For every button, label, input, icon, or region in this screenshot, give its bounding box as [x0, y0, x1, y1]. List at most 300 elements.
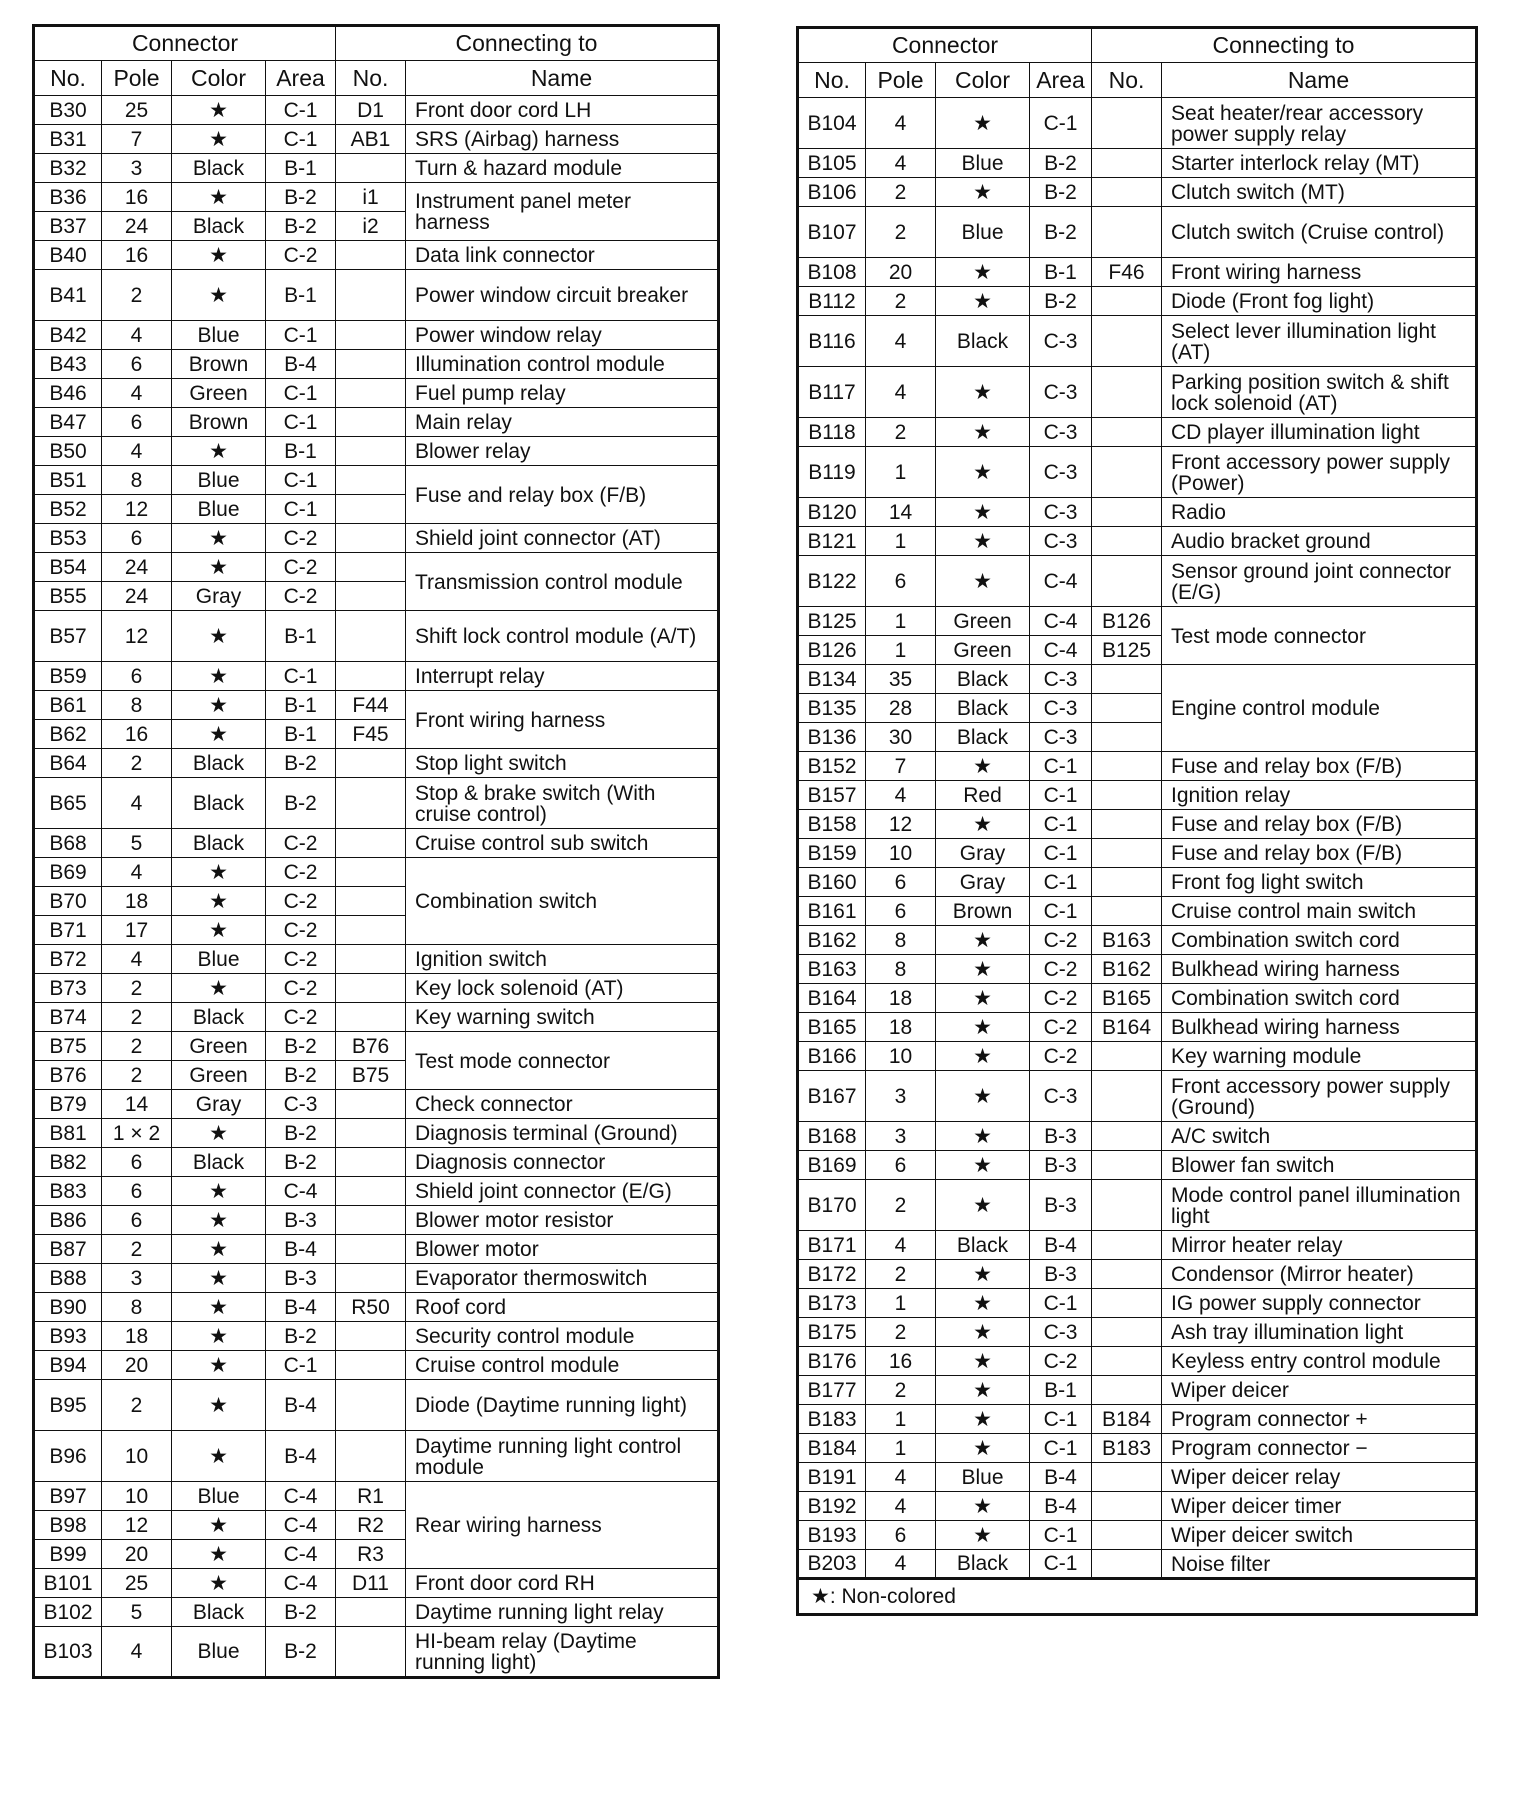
connecting-name-cell: Data link connector [406, 241, 719, 270]
pole-cell: 2 [102, 749, 172, 778]
connecting-name-cell: Transmission control module [406, 553, 719, 611]
pole-cell: 14 [866, 498, 936, 527]
pole-cell: 6 [102, 662, 172, 691]
table-row [798, 1260, 1477, 1289]
connector-no-cell: B82 [34, 1148, 102, 1177]
color-cell: ★ [936, 926, 1030, 955]
connecting-no-cell [336, 829, 406, 858]
connector-no-cell: B106 [798, 178, 866, 207]
connector-no-cell: B193 [798, 1521, 866, 1550]
pole-cell: 7 [102, 125, 172, 154]
color-cell: Green [936, 607, 1030, 636]
connecting-name-cell: Diode (Front fog light) [1162, 287, 1477, 316]
connecting-name-cell: Blower fan switch [1162, 1151, 1477, 1180]
table-row [34, 1482, 719, 1511]
color-cell: ★ [936, 1492, 1030, 1521]
connecting-name-cell: Parking position switch & shift lock solenoid (AT) [1162, 367, 1477, 418]
connecting-no-cell: D11 [336, 1569, 406, 1598]
table-row [34, 1119, 719, 1148]
color-cell: ★ [172, 96, 266, 125]
connecting-name-cell: Combination switch cord [1162, 984, 1477, 1013]
table-row [798, 1463, 1477, 1492]
connecting-no-cell [1092, 98, 1162, 149]
area-cell: B-2 [266, 1061, 336, 1090]
connector-no-cell: B41 [34, 270, 102, 321]
connecting-no-cell [336, 1003, 406, 1032]
pole-cell: 2 [102, 270, 172, 321]
color-cell: Green [172, 1061, 266, 1090]
pole-cell: 8 [102, 691, 172, 720]
connecting-name-cell: Fuse and relay box (F/B) [406, 466, 719, 524]
connecting-name-cell: Clutch switch (MT) [1162, 178, 1477, 207]
connecting-name-cell: Fuse and relay box (F/B) [1162, 839, 1477, 868]
color-column-header: Color [936, 63, 1030, 98]
pole-cell: 6 [866, 868, 936, 897]
connecting-name-cell: Evaporator thermoswitch [406, 1264, 719, 1293]
connector-no-cell: B40 [34, 241, 102, 270]
area-cell: C-1 [1030, 1521, 1092, 1550]
connecting-name-cell: Instrument panel meter harness [406, 183, 719, 241]
connecting-name-cell: Front wiring harness [1162, 258, 1477, 287]
table-row [34, 1598, 719, 1627]
table-row [798, 1013, 1477, 1042]
connecting-name-cell: Rear wiring harness [406, 1482, 719, 1569]
color-cell: Green [172, 1032, 266, 1061]
connecting-no-cell [1092, 1521, 1162, 1550]
area-cell: C-3 [1030, 418, 1092, 447]
area-cell: B-2 [266, 1598, 336, 1627]
connecting-no-cell [1092, 1071, 1162, 1122]
connecting-no-cell [336, 858, 406, 887]
pole-cell: 17 [102, 916, 172, 945]
table-row [798, 1376, 1477, 1405]
pole-cell: 2 [102, 1235, 172, 1264]
color-cell: ★ [936, 1042, 1030, 1071]
table-row [34, 125, 719, 154]
connector-no-cell: B120 [798, 498, 866, 527]
connector-no-cell: B76 [34, 1061, 102, 1090]
color-cell: ★ [936, 1071, 1030, 1122]
connector-no-cell: B83 [34, 1177, 102, 1206]
connector-no-cell: B170 [798, 1180, 866, 1231]
table-row [798, 178, 1477, 207]
color-cell: ★ [936, 447, 1030, 498]
table-row [34, 154, 719, 183]
connector-no-cell: B32 [34, 154, 102, 183]
connector-no-cell: B160 [798, 868, 866, 897]
connector-table-left [32, 24, 720, 1679]
area-cell: C-3 [1030, 367, 1092, 418]
connecting-name-cell: A/C switch [1162, 1122, 1477, 1151]
color-cell: ★ [936, 98, 1030, 149]
color-cell: Brown [172, 408, 266, 437]
connector-header: Connector [34, 26, 336, 61]
area-cell: B-2 [1030, 287, 1092, 316]
area-cell: B-2 [266, 749, 336, 778]
area-cell: C-2 [266, 553, 336, 582]
area-cell: C-1 [1030, 1289, 1092, 1318]
pole-cell: 6 [102, 350, 172, 379]
connector-no-cell: B50 [34, 437, 102, 466]
color-cell: Gray [172, 1090, 266, 1119]
connecting-name-cell: Ash tray illumination light [1162, 1318, 1477, 1347]
color-cell: ★ [936, 1376, 1030, 1405]
connecting-name-cell: Blower motor resistor [406, 1206, 719, 1235]
connector-no-cell: B74 [34, 1003, 102, 1032]
pole-cell: 6 [102, 408, 172, 437]
connecting-no-cell [1092, 367, 1162, 418]
connector-table-right [796, 26, 1478, 1616]
area-cell: C-3 [1030, 723, 1092, 752]
connecting-no-cell [336, 1148, 406, 1177]
area-cell: B-4 [1030, 1492, 1092, 1521]
connecting-no-cell: i1 [336, 183, 406, 212]
table-row [798, 1492, 1477, 1521]
table-row [798, 556, 1477, 607]
connector-no-cell: B90 [34, 1293, 102, 1322]
connecting-no-cell [1092, 752, 1162, 781]
color-cell: ★ [936, 287, 1030, 316]
table-row [798, 1347, 1477, 1376]
area-cell: C-1 [266, 321, 336, 350]
pole-cell: 6 [102, 1177, 172, 1206]
connecting-no-cell [336, 379, 406, 408]
table-row [34, 1032, 719, 1061]
connecting-no-cell [336, 553, 406, 582]
connector-no-cell: B70 [34, 887, 102, 916]
connecting-no-cell [336, 778, 406, 829]
area-cell: C-2 [1030, 1347, 1092, 1376]
connecting-no-cell [1092, 1122, 1162, 1151]
connecting-no-cell [1092, 1042, 1162, 1071]
pole-cell: 4 [866, 316, 936, 367]
pole-cell: 2 [866, 1376, 936, 1405]
pole-cell: 10 [866, 839, 936, 868]
color-cell: ★ [172, 1264, 266, 1293]
color-cell: ★ [936, 1318, 1030, 1347]
area-cell: C-1 [1030, 897, 1092, 926]
pole-cell: 6 [102, 1148, 172, 1177]
table-row [34, 553, 719, 582]
connector-no-cell: B171 [798, 1231, 866, 1260]
area-cell: C-1 [1030, 98, 1092, 149]
area-cell: C-4 [266, 1569, 336, 1598]
table-row [798, 1180, 1477, 1231]
connector-no-cell: B112 [798, 287, 866, 316]
color-cell: Blue [172, 945, 266, 974]
connecting-name-cell: Front accessory power supply (Ground) [1162, 1071, 1477, 1122]
table-row [34, 662, 719, 691]
connector-no-cell: B46 [34, 379, 102, 408]
area-cell: C-1 [1030, 1405, 1092, 1434]
pole-cell: 4 [866, 1231, 936, 1260]
pole-cell: 1 [866, 1289, 936, 1318]
connecting-name-cell: IG power supply connector [1162, 1289, 1477, 1318]
pole-cell: 12 [102, 1511, 172, 1540]
connecting-no-cell [336, 1380, 406, 1431]
color-cell: Brown [172, 350, 266, 379]
color-cell: ★ [172, 437, 266, 466]
connector-no-cell: B164 [798, 984, 866, 1013]
pole-cell: 16 [866, 1347, 936, 1376]
area-cell: C-3 [266, 1090, 336, 1119]
pole-cell: 4 [102, 778, 172, 829]
color-cell: ★ [172, 974, 266, 1003]
connector-no-cell: B136 [798, 723, 866, 752]
connector-no-cell: B104 [798, 98, 866, 149]
table-row [798, 527, 1477, 556]
area-cell: B-4 [266, 1235, 336, 1264]
connecting-no-cell [1092, 665, 1162, 694]
connecting-name-cell: Power window relay [406, 321, 719, 350]
connecting-name-cell: Wiper deicer switch [1162, 1521, 1477, 1550]
connector-no-cell: B72 [34, 945, 102, 974]
connector-no-cell: B169 [798, 1151, 866, 1180]
color-cell: Blue [936, 1463, 1030, 1492]
connector-no-cell: B175 [798, 1318, 866, 1347]
connecting-no-cell [1092, 418, 1162, 447]
connecting-no-cell [336, 1627, 406, 1678]
area-cell: C-3 [1030, 527, 1092, 556]
connecting-no-cell [1092, 149, 1162, 178]
area-cell: B-2 [266, 1148, 336, 1177]
connecting-no-cell [1092, 1376, 1162, 1405]
pole-cell: 6 [102, 524, 172, 553]
connecting-no-cell: B184 [1092, 1405, 1162, 1434]
connecting-name-cell: Diagnosis terminal (Ground) [406, 1119, 719, 1148]
connecting-name-cell: Clutch switch (Cruise control) [1162, 207, 1477, 258]
connecting-no-column-header: No. [1092, 63, 1162, 98]
pole-column-header: Pole [866, 63, 936, 98]
area-cell: B-3 [266, 1264, 336, 1293]
color-cell: ★ [936, 984, 1030, 1013]
connecting-name-cell: Diagnosis connector [406, 1148, 719, 1177]
connecting-name-cell: Audio bracket ground [1162, 527, 1477, 556]
connector-no-cell: B95 [34, 1380, 102, 1431]
connector-no-cell: B118 [798, 418, 866, 447]
connecting-name-cell: Sensor ground joint connector (E/G) [1162, 556, 1477, 607]
area-cell: C-4 [1030, 636, 1092, 665]
connecting-name-cell: Security control module [406, 1322, 719, 1351]
table-row [798, 607, 1477, 636]
area-cell: C-1 [266, 1351, 336, 1380]
connecting-name-cell: Engine control module [1162, 665, 1477, 752]
table-row [34, 1003, 719, 1032]
connector-no-cell: B55 [34, 582, 102, 611]
connecting-no-cell: B75 [336, 1061, 406, 1090]
connecting-no-cell [1092, 287, 1162, 316]
table-row [798, 1122, 1477, 1151]
connecting-name-cell: Shield joint connector (E/G) [406, 1177, 719, 1206]
table-row [798, 367, 1477, 418]
connector-no-cell: B184 [798, 1434, 866, 1463]
connecting-name-cell: Interrupt relay [406, 662, 719, 691]
table-row [34, 1206, 719, 1235]
connecting-no-cell [336, 945, 406, 974]
color-cell: ★ [936, 1013, 1030, 1042]
connector-no-cell: B176 [798, 1347, 866, 1376]
area-cell: C-2 [266, 1003, 336, 1032]
area-cell: B-1 [266, 270, 336, 321]
connecting-name-cell: Front wiring harness [406, 691, 719, 749]
area-cell: B-4 [266, 1293, 336, 1322]
connecting-name-cell: Bulkhead wiring harness [1162, 955, 1477, 984]
no-column-header: No. [798, 63, 866, 98]
color-cell: ★ [936, 1347, 1030, 1376]
area-cell: C-4 [266, 1177, 336, 1206]
connecting-no-cell [1092, 447, 1162, 498]
connector-no-cell: B88 [34, 1264, 102, 1293]
area-cell: C-1 [266, 96, 336, 125]
table-row [34, 778, 719, 829]
color-cell: Brown [936, 897, 1030, 926]
connecting-to-header: Connecting to [336, 26, 719, 61]
table-row [798, 781, 1477, 810]
pole-cell: 2 [102, 1032, 172, 1061]
connecting-no-cell: R50 [336, 1293, 406, 1322]
color-cell: Blue [172, 321, 266, 350]
connecting-no-cell [1092, 316, 1162, 367]
table-row [34, 1322, 719, 1351]
pole-cell: 24 [102, 212, 172, 241]
legend-note: ★: Non-colored [796, 1580, 1478, 1616]
pole-cell: 6 [866, 556, 936, 607]
area-cell: B-4 [1030, 1231, 1092, 1260]
area-cell: C-2 [266, 916, 336, 945]
area-cell: B-1 [1030, 1376, 1092, 1405]
connecting-name-cell: Fuse and relay box (F/B) [1162, 752, 1477, 781]
connector-no-cell: B121 [798, 527, 866, 556]
pole-cell: 4 [102, 858, 172, 887]
table-row [798, 316, 1477, 367]
area-cell: C-1 [1030, 868, 1092, 897]
color-cell: ★ [936, 178, 1030, 207]
pole-cell: 25 [102, 96, 172, 125]
pole-cell: 16 [102, 183, 172, 212]
connecting-no-cell [336, 582, 406, 611]
color-cell: Black [172, 1598, 266, 1627]
area-cell: B-1 [1030, 258, 1092, 287]
no-column-header: No. [34, 61, 102, 96]
area-cell: B-1 [266, 154, 336, 183]
area-cell: B-2 [266, 1119, 336, 1148]
color-cell: Gray [936, 868, 1030, 897]
connector-no-cell: B116 [798, 316, 866, 367]
connecting-no-cell [336, 749, 406, 778]
color-cell: ★ [172, 183, 266, 212]
area-cell: C-3 [1030, 694, 1092, 723]
connector-no-cell: B73 [34, 974, 102, 1003]
color-cell: ★ [172, 553, 266, 582]
connecting-name-cell: Daytime running light control module [406, 1431, 719, 1482]
connecting-name-cell: Program connector − [1162, 1434, 1477, 1463]
pole-cell: 1 [866, 607, 936, 636]
area-cell: C-2 [266, 974, 336, 1003]
table-row [798, 258, 1477, 287]
connecting-no-cell: R1 [336, 1482, 406, 1511]
color-cell: Black [936, 316, 1030, 367]
pole-cell: 4 [102, 1627, 172, 1678]
color-cell: Black [172, 212, 266, 241]
connector-table [796, 26, 1478, 1580]
connecting-no-cell [1092, 1289, 1162, 1318]
connector-no-cell: B167 [798, 1071, 866, 1122]
connecting-no-cell [336, 495, 406, 524]
pole-cell: 30 [866, 723, 936, 752]
connecting-name-cell: Blower motor [406, 1235, 719, 1264]
pole-cell: 4 [866, 1550, 936, 1579]
connecting-no-cell: B162 [1092, 955, 1162, 984]
connecting-no-cell: F46 [1092, 258, 1162, 287]
connector-no-cell: B52 [34, 495, 102, 524]
connecting-no-cell [1092, 1550, 1162, 1579]
color-cell: ★ [172, 1431, 266, 1482]
connecting-no-cell [1092, 897, 1162, 926]
connecting-name-cell: Wiper deicer relay [1162, 1463, 1477, 1492]
color-cell: Black [936, 723, 1030, 752]
table-row [34, 1264, 719, 1293]
area-cell: B-1 [266, 720, 336, 749]
pole-cell: 35 [866, 665, 936, 694]
color-cell: Black [172, 1003, 266, 1032]
area-cell: C-2 [1030, 1013, 1092, 1042]
table-row [798, 1071, 1477, 1122]
connecting-name-cell: Fuel pump relay [406, 379, 719, 408]
pole-cell: 1 [866, 636, 936, 665]
connecting-name-cell: HI-beam relay (Daytime running light) [406, 1627, 719, 1678]
connecting-no-cell [1092, 1347, 1162, 1376]
area-cell: B-2 [266, 183, 336, 212]
connecting-no-cell [1092, 694, 1162, 723]
area-cell: C-2 [266, 945, 336, 974]
color-cell: ★ [172, 1235, 266, 1264]
connecting-name-cell: Illumination control module [406, 350, 719, 379]
connecting-no-cell [336, 916, 406, 945]
table-row [798, 868, 1477, 897]
area-cell: C-3 [1030, 1071, 1092, 1122]
connector-no-cell: B203 [798, 1550, 866, 1579]
connecting-name-cell: Blower relay [406, 437, 719, 466]
pole-cell: 2 [866, 1260, 936, 1289]
color-cell: Green [936, 636, 1030, 665]
pole-column-header: Pole [102, 61, 172, 96]
connector-no-cell: B101 [34, 1569, 102, 1598]
connecting-no-cell [336, 437, 406, 466]
color-cell: ★ [172, 720, 266, 749]
connector-no-cell: B173 [798, 1289, 866, 1318]
area-cell: C-3 [1030, 447, 1092, 498]
connecting-no-cell: B125 [1092, 636, 1162, 665]
area-cell: B-4 [266, 1431, 336, 1482]
area-cell: B-1 [266, 437, 336, 466]
table-row [34, 241, 719, 270]
connecting-name-cell: SRS (Airbag) harness [406, 125, 719, 154]
color-cell: ★ [172, 1293, 266, 1322]
connector-no-cell: B86 [34, 1206, 102, 1235]
pole-cell: 4 [866, 367, 936, 418]
area-cell: B-3 [266, 1206, 336, 1235]
color-cell: Green [172, 379, 266, 408]
area-cell: C-3 [1030, 316, 1092, 367]
table-row [34, 974, 719, 1003]
connector-no-cell: B134 [798, 665, 866, 694]
table-row [798, 955, 1477, 984]
pole-cell: 2 [102, 1061, 172, 1090]
connector-no-cell: B57 [34, 611, 102, 662]
connector-no-cell: B94 [34, 1351, 102, 1380]
connecting-name-cell: Condensor (Mirror heater) [1162, 1260, 1477, 1289]
color-column-header: Color [172, 61, 266, 96]
